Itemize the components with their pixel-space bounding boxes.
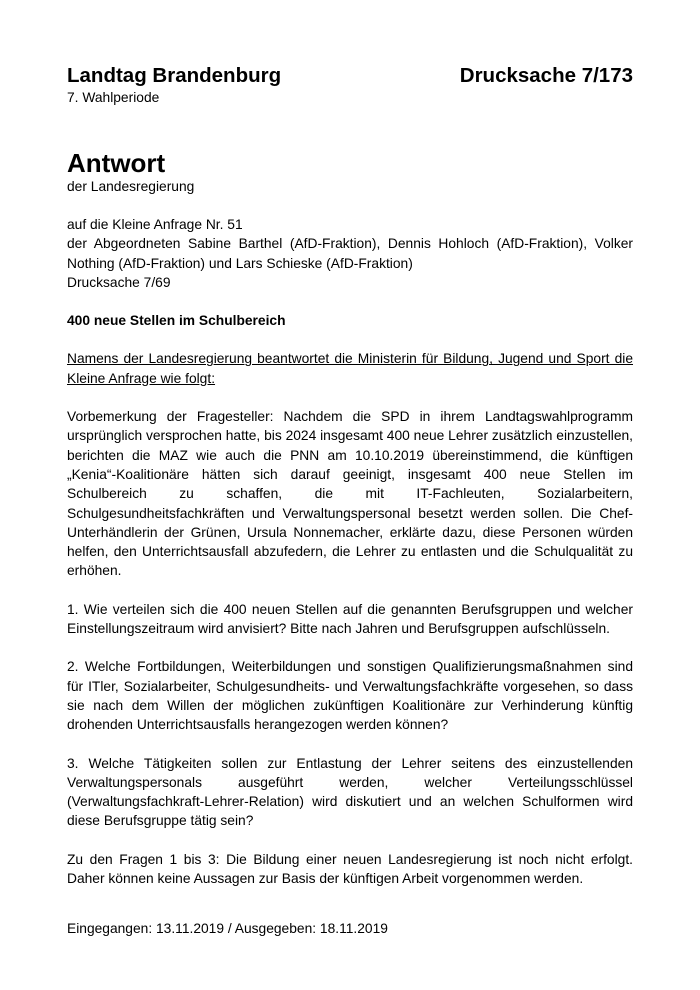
parliament-name: Landtag Brandenburg: [67, 64, 282, 87]
answer-text: Zu den Fragen 1 bis 3: Die Bildung einer neuen Landesregierung ist noch nicht erfolgt. Daher können keine Aussagen zur Basis der künftigen Arbeit vorgenommen werden.: [67, 851, 633, 887]
question-1: 1. Wie verteilen sich die 400 neuen Stellen auf die genannten Berufsgruppen und welcher Einstellungszeitraum wird anvisiert? Bitte nach Jahren und Berufsgruppen aufschlüsseln.: [67, 601, 633, 637]
inquiry-document: Drucksache 7/69: [67, 274, 171, 290]
document-subtitle: der Landesregierung: [67, 179, 195, 194]
inquiry-authors: der Abgeordneten Sabine Barthel (AfD-Fraktion), Dennis Hohloch (AfD-Fraktion), Volker Nothing (AfD-Fraktion) und Lars Schieske (AfD-Fraktion): [67, 236, 633, 271]
document-title: Antwort: [67, 148, 166, 178]
preliminary-remark: Vorbemerkung der Fragesteller: Nachdem die SPD in ihrem Landtagswahlprogramm ursprünglich versprochen hatte, bis 2024 insgesamt 400 neue Lehrer zusätzlich einzustellen, berichten die MAZ wie auch die PNN am 10.10.2019 übereinstimmend, die künftigen „Kenia“-Koalitionäre hätten sich darauf geeinigt, insgesamt 400 neue Stellen im Schulbereich zu schaffen, die mit IT-Fachleuten, Sozialarbeitern, Schulgesundheitsfachkräften und Verwaltungspersonal besetzt werden sollen. Die Chef-Unterhändlerin der Grünen, Ursula Nonnemacher, erklärte dazu, diese Personen würden helfen, den Unterrichtsausfall abzufedern, die Lehrer zu entlasten und die Schulqualität zu erhöhen.: [67, 409, 634, 579]
question-2: 2. Welche Fortbildungen, Weiterbildungen und sonstigen Qualifizierungsmaßnahmen sind für ITler, Sozialarbeiter, Schulgesundheits- und Verwaltungsfachkräfte vorgesehen, so dass sie nach dem Willen der möglichen zukünftigen Koalitionäre zur Verhinderung künftig drohenden Unterrichtsausfalls herangezogen werden können?: [67, 659, 633, 733]
legislative-period: 7. Wahlperiode: [67, 90, 160, 105]
document-header: [67, 64, 633, 88]
document-footer: Eingegangen: 13.11.2019 / Ausgegeben: 18.11.2019: [67, 921, 388, 936]
inquiry-reference: [67, 215, 633, 292]
answer-intro: Namens der Landesregierung beantwortet die Ministerin für Bildung, Jugend und Sport die Kleine Anfrage wie folgt:: [67, 351, 633, 386]
inquiry-number: auf die Kleine Anfrage Nr. 51: [67, 217, 243, 232]
document-body: [67, 64, 633, 888]
document-number: Drucksache 7/173: [459, 64, 633, 87]
question-3: 3. Welche Tätigkeiten sollen zur Entlastung der Lehrer seitens des einzustellenden Verwaltungspersonals ausgeführt werden, welcher Verteilungsschlüssel (Verwaltungsfachkraft-Lehrer-Relation) wird diskutiert und an welchen Schulformen wird diese Berufsgruppe tätig sein?: [67, 755, 633, 829]
inquiry-topic: 400 neue Stellen im Schulbereich: [67, 313, 286, 329]
